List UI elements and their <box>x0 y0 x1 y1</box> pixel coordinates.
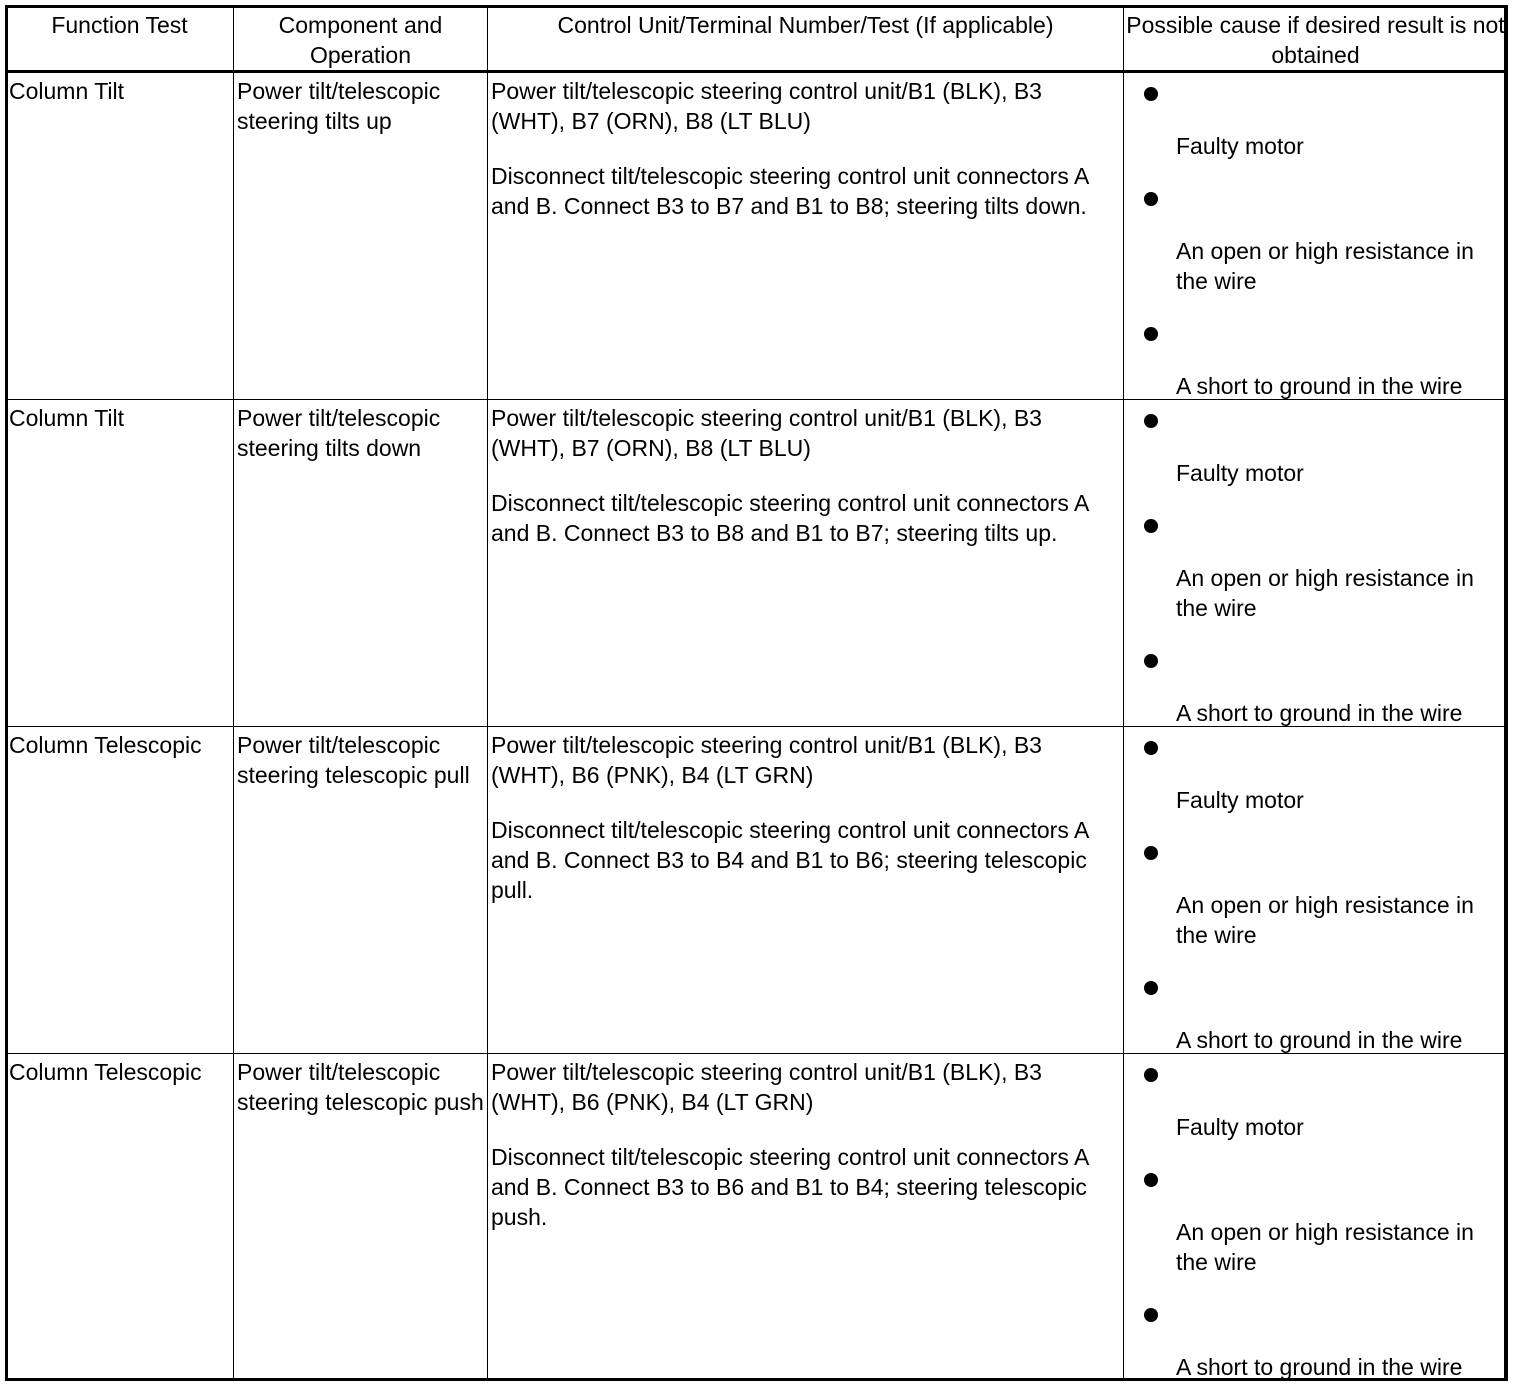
cause-item: A short to ground in the wire <box>1176 373 1463 399</box>
header-possible-cause: Possible cause if desired result is not obtained <box>1124 6 1508 72</box>
cause-item: Faulty motor <box>1176 787 1304 813</box>
cause-item: An open or high resistance in the wire <box>1176 238 1474 294</box>
cause-item: An open or high resistance in the wire <box>1176 1219 1474 1275</box>
control-unit-terminals: Power tilt/telescopic steering control unit/B1 (BLK), B3 (WHT), B6 (PNK), B4 (LT GRN) <box>491 732 1042 788</box>
component-cell: Power tilt/telescopic steering telescopic pull <box>234 727 488 1054</box>
control-unit-terminals: Power tilt/telescopic steering control unit/B1 (BLK), B3 (WHT), B7 (ORN), B8 (LT BLU) <box>491 78 1042 134</box>
test-procedure: Disconnect tilt/telescopic steering control unit connectors A and B. Connect B3 to B8 and B1 to B7; steering tilts up. <box>491 490 1089 546</box>
cause-item: An open or high resistance in the wire <box>1176 565 1474 621</box>
control-unit-terminals: Power tilt/telescopic steering control unit/B1 (BLK), B3 (WHT), B6 (PNK), B4 (LT GRN) <box>491 1059 1042 1115</box>
table-border <box>5 5 1507 1381</box>
control-unit-terminals: Power tilt/telescopic steering control unit/B1 (BLK), B3 (WHT), B7 (ORN), B8 (LT BLU) <box>491 405 1042 461</box>
function-test-cell: Column Tilt <box>6 72 234 400</box>
cause-item: Faulty motor <box>1176 460 1304 486</box>
component-cell: Power tilt/telescopic steering tilts up <box>234 72 488 400</box>
cause-item: Faulty motor <box>1176 133 1304 159</box>
header-function-test: Function Test <box>6 6 234 72</box>
component-cell: Power tilt/telescopic steering telescopic push <box>234 1054 488 1381</box>
function-test-cell: Column Tilt <box>6 400 234 727</box>
function-test-cell: Column Telescopic <box>6 727 234 1054</box>
cause-item: An open or high resistance in the wire <box>1176 892 1474 948</box>
cause-item: A short to ground in the wire <box>1176 1354 1463 1380</box>
cause-item: A short to ground in the wire <box>1176 1027 1463 1053</box>
header-component: Component and Operation <box>234 6 488 72</box>
test-procedure: Disconnect tilt/telescopic steering control unit connectors A and B. Connect B3 to B6 and B1 to B4; steering telescopic push. <box>491 1144 1089 1230</box>
header-control-unit: Control Unit/Terminal Number/Test (If applicable) <box>488 6 1124 72</box>
component-cell: Power tilt/telescopic steering tilts down <box>234 400 488 727</box>
test-procedure: Disconnect tilt/telescopic steering control unit connectors A and B. Connect B3 to B4 and B1 to B6; steering telescopic pull. <box>491 817 1089 903</box>
cause-item: A short to ground in the wire <box>1176 700 1463 726</box>
test-procedure: Disconnect tilt/telescopic steering control unit connectors A and B. Connect B3 to B7 and B1 to B8; steering tilts down. <box>491 163 1089 219</box>
function-test-cell: Column Telescopic <box>6 1054 234 1381</box>
cause-item: Faulty motor <box>1176 1114 1304 1140</box>
